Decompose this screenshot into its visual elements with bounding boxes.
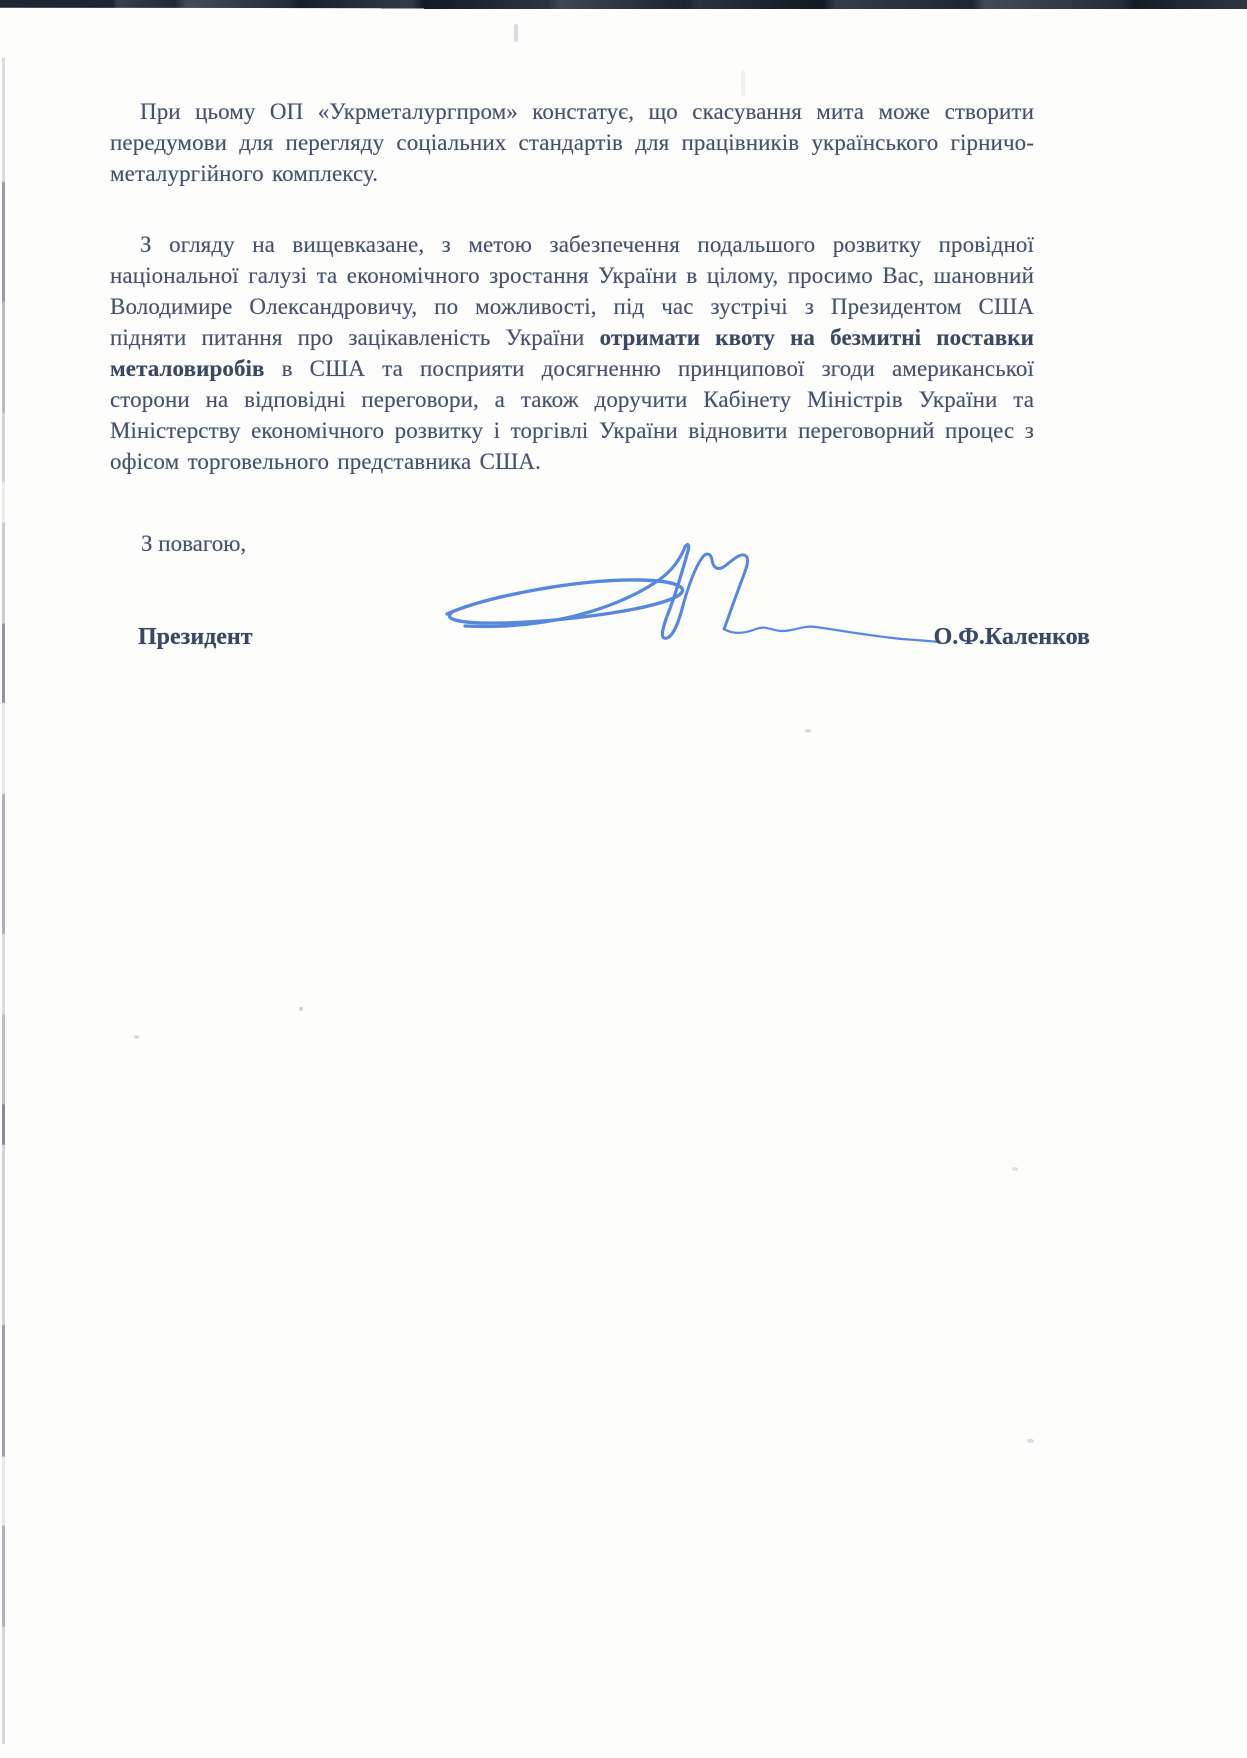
scan-speck: [741, 70, 745, 96]
paragraph-2: [110, 229, 1034, 477]
paragraph-2-text-after-bold: в США та посприяти досягненню принципової згоди американської сторони на відповідні переговори, а також доручити Кабінету Міністрів України та Міністерству економічного розвитку і торгівлі України відновити переговорний процес з офісом торговельного представника США.: [110, 356, 1034, 474]
signature-block: [138, 624, 1090, 651]
scan-speck: [134, 1035, 139, 1039]
signer-title: Президент: [138, 624, 253, 650]
paragraph-1: [110, 96, 1034, 189]
scan-speck: [514, 24, 518, 42]
paragraph-2-text-before-bold: З огляду на вищевказане, з метою забезпечення подальшого розвитку провідної національної галузі та економічного зростання України в цілому, просимо Вас, шановний Володимире Олександровичу, по можливості, під час зустрічі з Президентом США підняти питання про зацікавленість України: [110, 232, 1034, 350]
scan-artifact-left-edge: [2, 58, 5, 1744]
scan-speck: [1012, 1167, 1018, 1171]
scan-speck: [299, 1007, 303, 1011]
signer-name: О.Ф.Каленков: [933, 624, 1090, 650]
scan-artifact-top-edge: [0, 0, 1247, 9]
paragraph-1-text: При цьому ОП «Укрметалургпром» констатує, що скасування мита може створити передумови для перегляду соціальних стандартів для працівників українського гірничо-металургійного комплексу.: [110, 99, 1034, 186]
scan-speck: [805, 729, 811, 733]
closing-line: З повагою,: [141, 531, 247, 556]
letter-body: [110, 96, 1034, 477]
paragraph-2-bold-phrase: отримати квоту на безмитні поставки металовиробів: [110, 325, 1035, 381]
scan-speck: [1027, 1439, 1034, 1443]
